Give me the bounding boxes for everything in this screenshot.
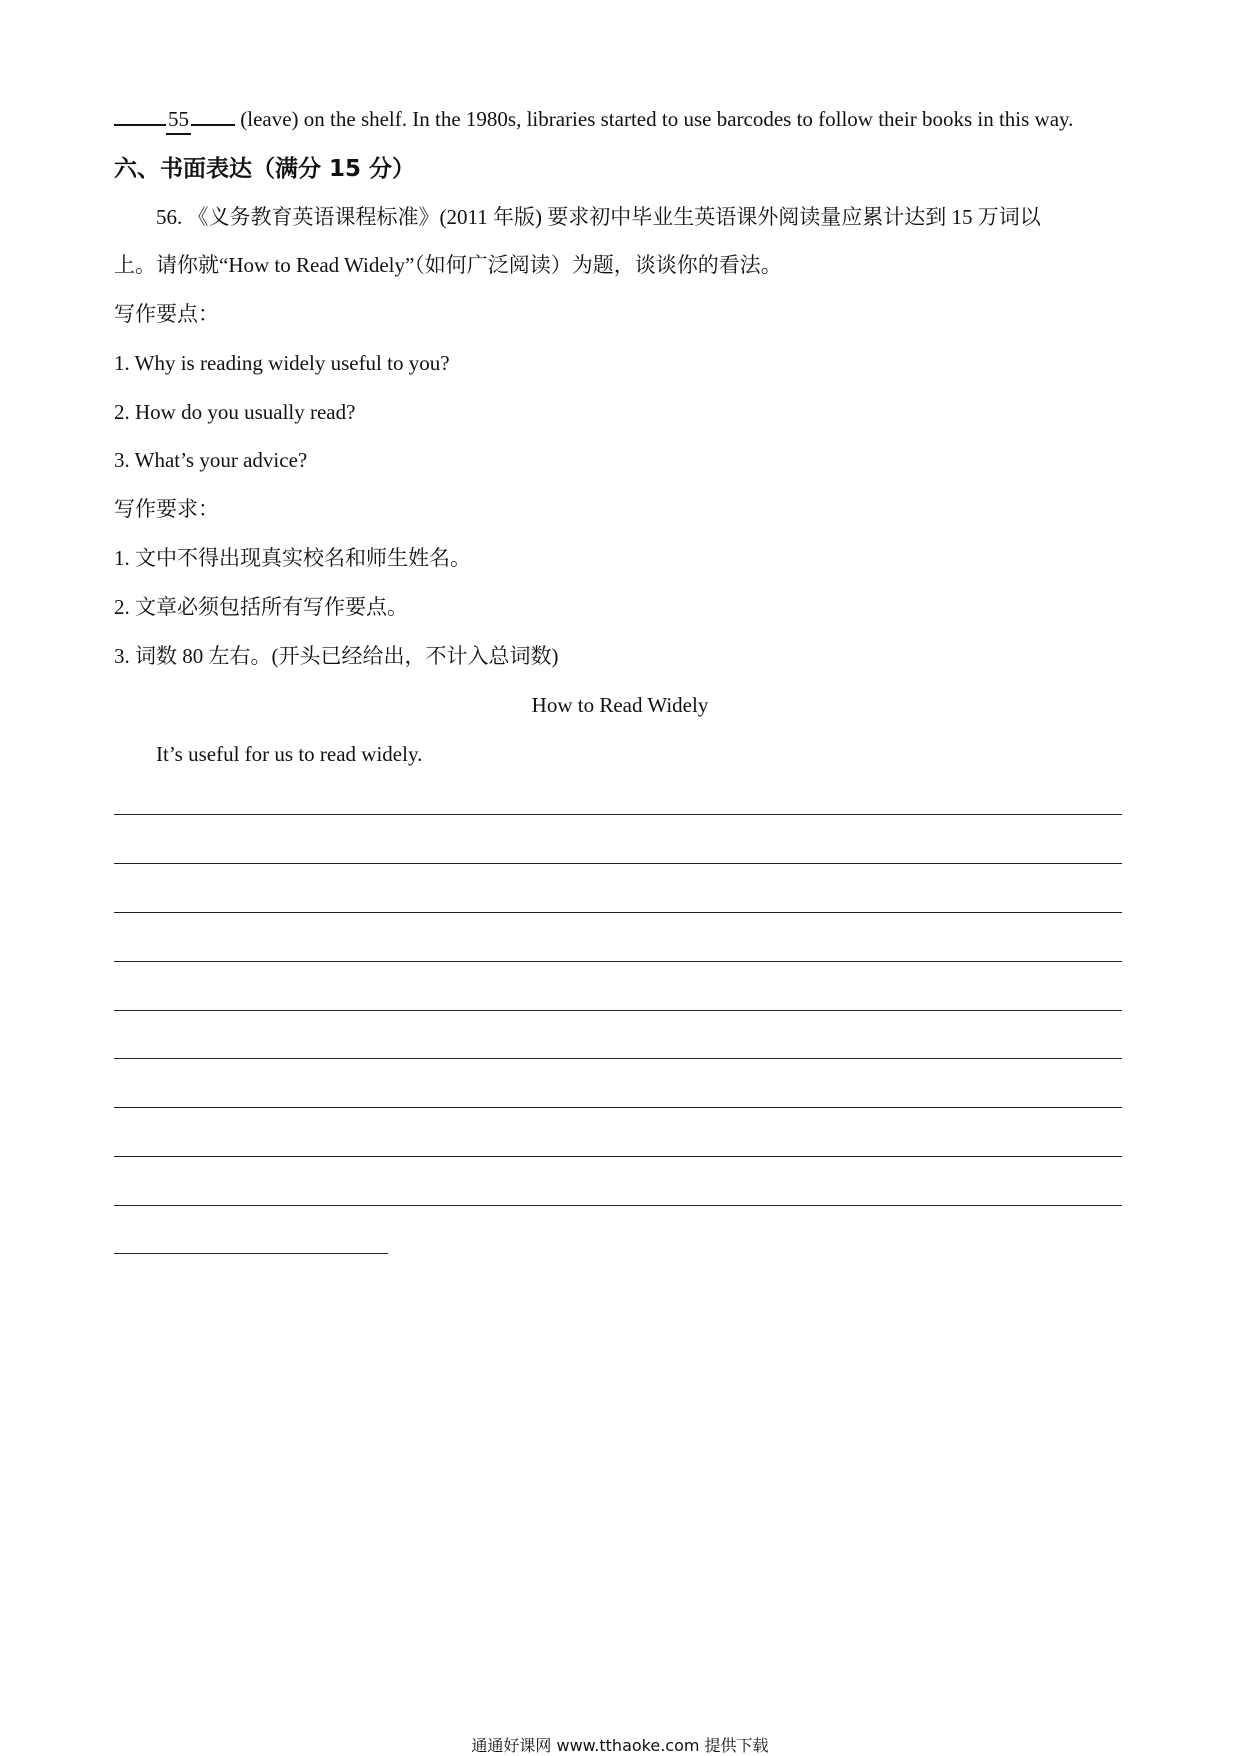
writing-line[interactable] [114,1058,1122,1059]
fill-in-text: (leave) on the shelf. In the 1980s, libraries started to use barcodes to follow their books in this way. [240,107,1074,131]
writing-line[interactable] [114,1010,1122,1011]
blank-underline [191,104,235,126]
writing-line[interactable] [114,814,1122,815]
blank-number: 55 [166,105,191,135]
requirement-item: 2. 文章必须包括所有写作要点。 [114,595,408,619]
writing-line[interactable] [114,863,1122,864]
point-item: 1. Why is reading widely useful to you? [114,351,450,375]
blank-underline [114,104,166,126]
essay-title: How to Read Widely [531,693,709,717]
writing-line[interactable] [114,912,1122,913]
points-label: 写作要点： [114,302,219,326]
writing-line[interactable] [114,1156,1122,1157]
requirement-item: 1. 文中不得出现真实校名和师生姓名。 [114,546,471,570]
question-line-1: 56. 《义务教育英语课程标准》(2011 年版) 要求初中毕业生英语课外阅读量应累计达到 15 万词以 [156,205,1041,229]
footer-credit: 通通好课网 www.tthaoke.com 提供下载 [471,1736,769,1755]
writing-line[interactable] [114,1107,1122,1108]
fill-in-line [114,104,1073,135]
question-line-2: 上。请你就“How to Read Widely”（如何广泛阅读）为题，谈谈你的看法。 [114,253,782,277]
requirement-item: 3. 词数 80 左右。(开头已经给出，不计入总词数) [114,644,559,668]
requirements-label: 写作要求： [114,497,219,521]
essay-opening: It’s useful for us to read widely. [156,742,423,766]
writing-line[interactable] [114,1205,1122,1206]
writing-line-short[interactable] [114,1253,388,1254]
section-heading: 六、书面表达（满分 15 分） [114,156,416,182]
point-item: 2. How do you usually read? [114,400,356,424]
point-item: 3. What’s your advice? [114,448,308,472]
writing-line[interactable] [114,961,1122,962]
